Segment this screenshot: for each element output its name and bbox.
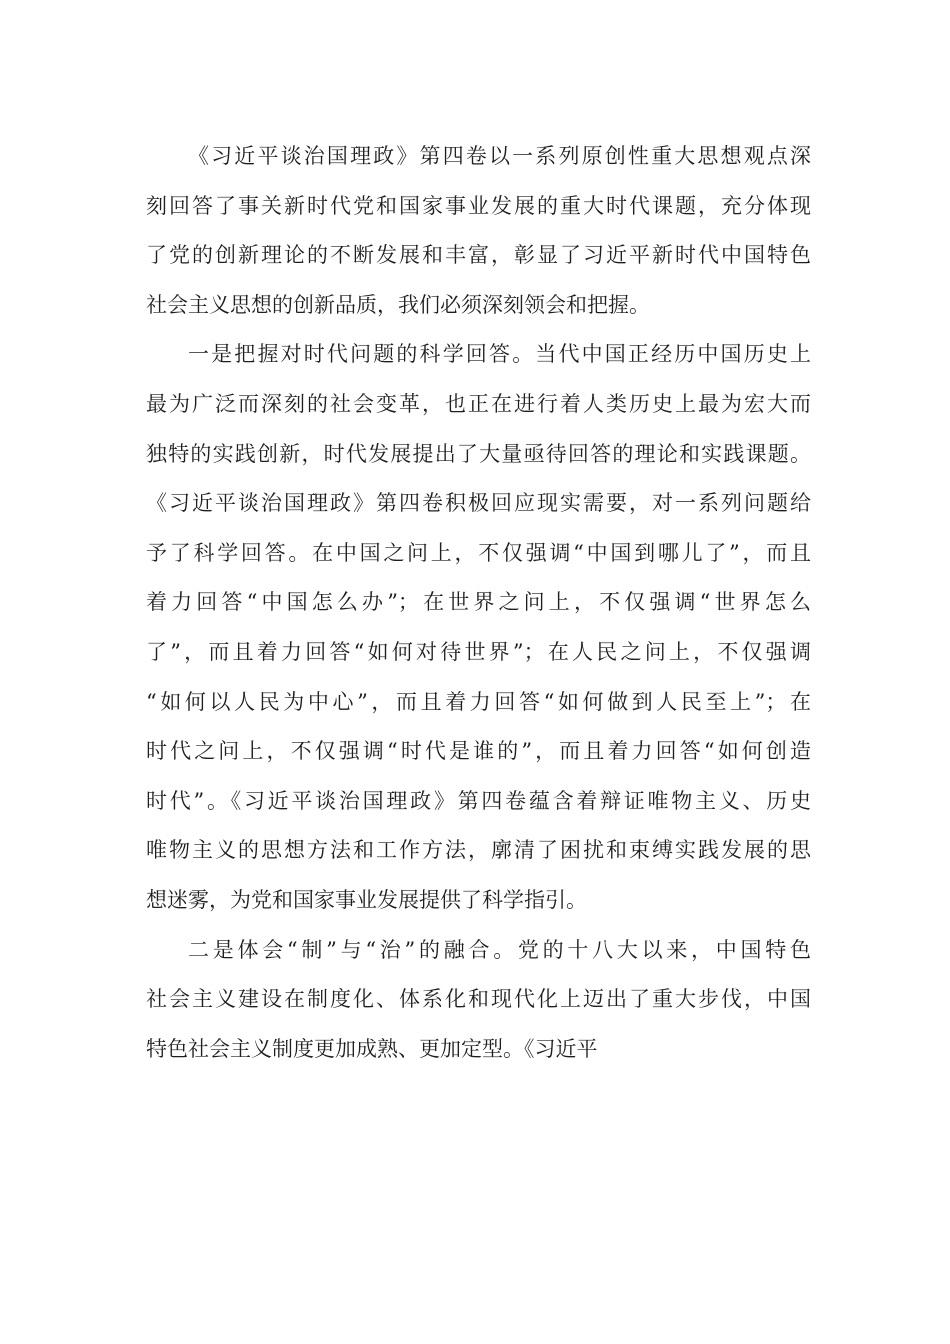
text-line: 社会主义建设在制度化、体系化和现代化上迈出了重大步伐，中国 — [146, 987, 811, 1012]
paragraph-2 — [146, 330, 811, 925]
text-line: 《习近平谈治国理政》第四卷以一系列原创性重大思想观点深 — [188, 144, 811, 168]
text-line: 时代之问上，不仅强调“时代是谁的”，而且着力回答“如何创造 — [146, 739, 811, 764]
paragraph-1 — [146, 132, 811, 330]
text-line: 《习近平谈治国理政》第四卷积极回应现实需要，对一系列问题给 — [146, 491, 811, 516]
text-line: 二是体会“制”与“治”的融合。党的十八大以来，中国特色 — [188, 937, 811, 962]
text-line: 最为广泛而深刻的社会变革，也正在进行着人类历史上最为宏大而 — [146, 391, 811, 416]
text-line: 独特的实践创新，时代发展提出了大量亟待回答的理论和实践课题。 — [146, 441, 811, 466]
text-line: 刻回答了事关新时代党和国家事业发展的重大时代课题，充分体现 — [146, 193, 811, 218]
text-line: 社会主义思想的创新品质，我们必须深刻领会和把握。 — [146, 292, 650, 317]
text-line: 想迷雾，为党和国家事业发展提供了科学指引。 — [146, 887, 587, 912]
text-line: 了”，而且着力回答“如何对待世界”；在人民之问上，不仅强调 — [146, 639, 811, 664]
text-line: 着力回答“中国怎么办”；在世界之问上，不仅强调“世界怎么 — [146, 590, 811, 615]
text-line: 特色社会主义制度更加成熟、更加定型。《习近平 — [146, 1036, 598, 1061]
text-line: 唯物主义的思想方法和工作方法，廓清了困扰和束缚实践发展的思 — [146, 838, 811, 863]
document-body — [146, 132, 811, 1074]
text-line: 一是把握对时代问题的科学回答。当代中国正经历中国历史上 — [188, 342, 811, 367]
text-line: 了党的创新理论的不断发展和丰富，彰显了习近平新时代中国特色 — [146, 243, 811, 268]
text-line: “如何以人民为中心”，而且着力回答“如何做到人民至上”；在 — [146, 689, 811, 714]
text-line: 予了科学回答。在中国之问上，不仅强调“中国到哪儿了”，而且 — [146, 540, 811, 565]
text-line: 时代”。《习近平谈治国理政》第四卷蕴含着辩证唯物主义、历史 — [146, 788, 811, 813]
paragraph-3 — [146, 926, 811, 1075]
